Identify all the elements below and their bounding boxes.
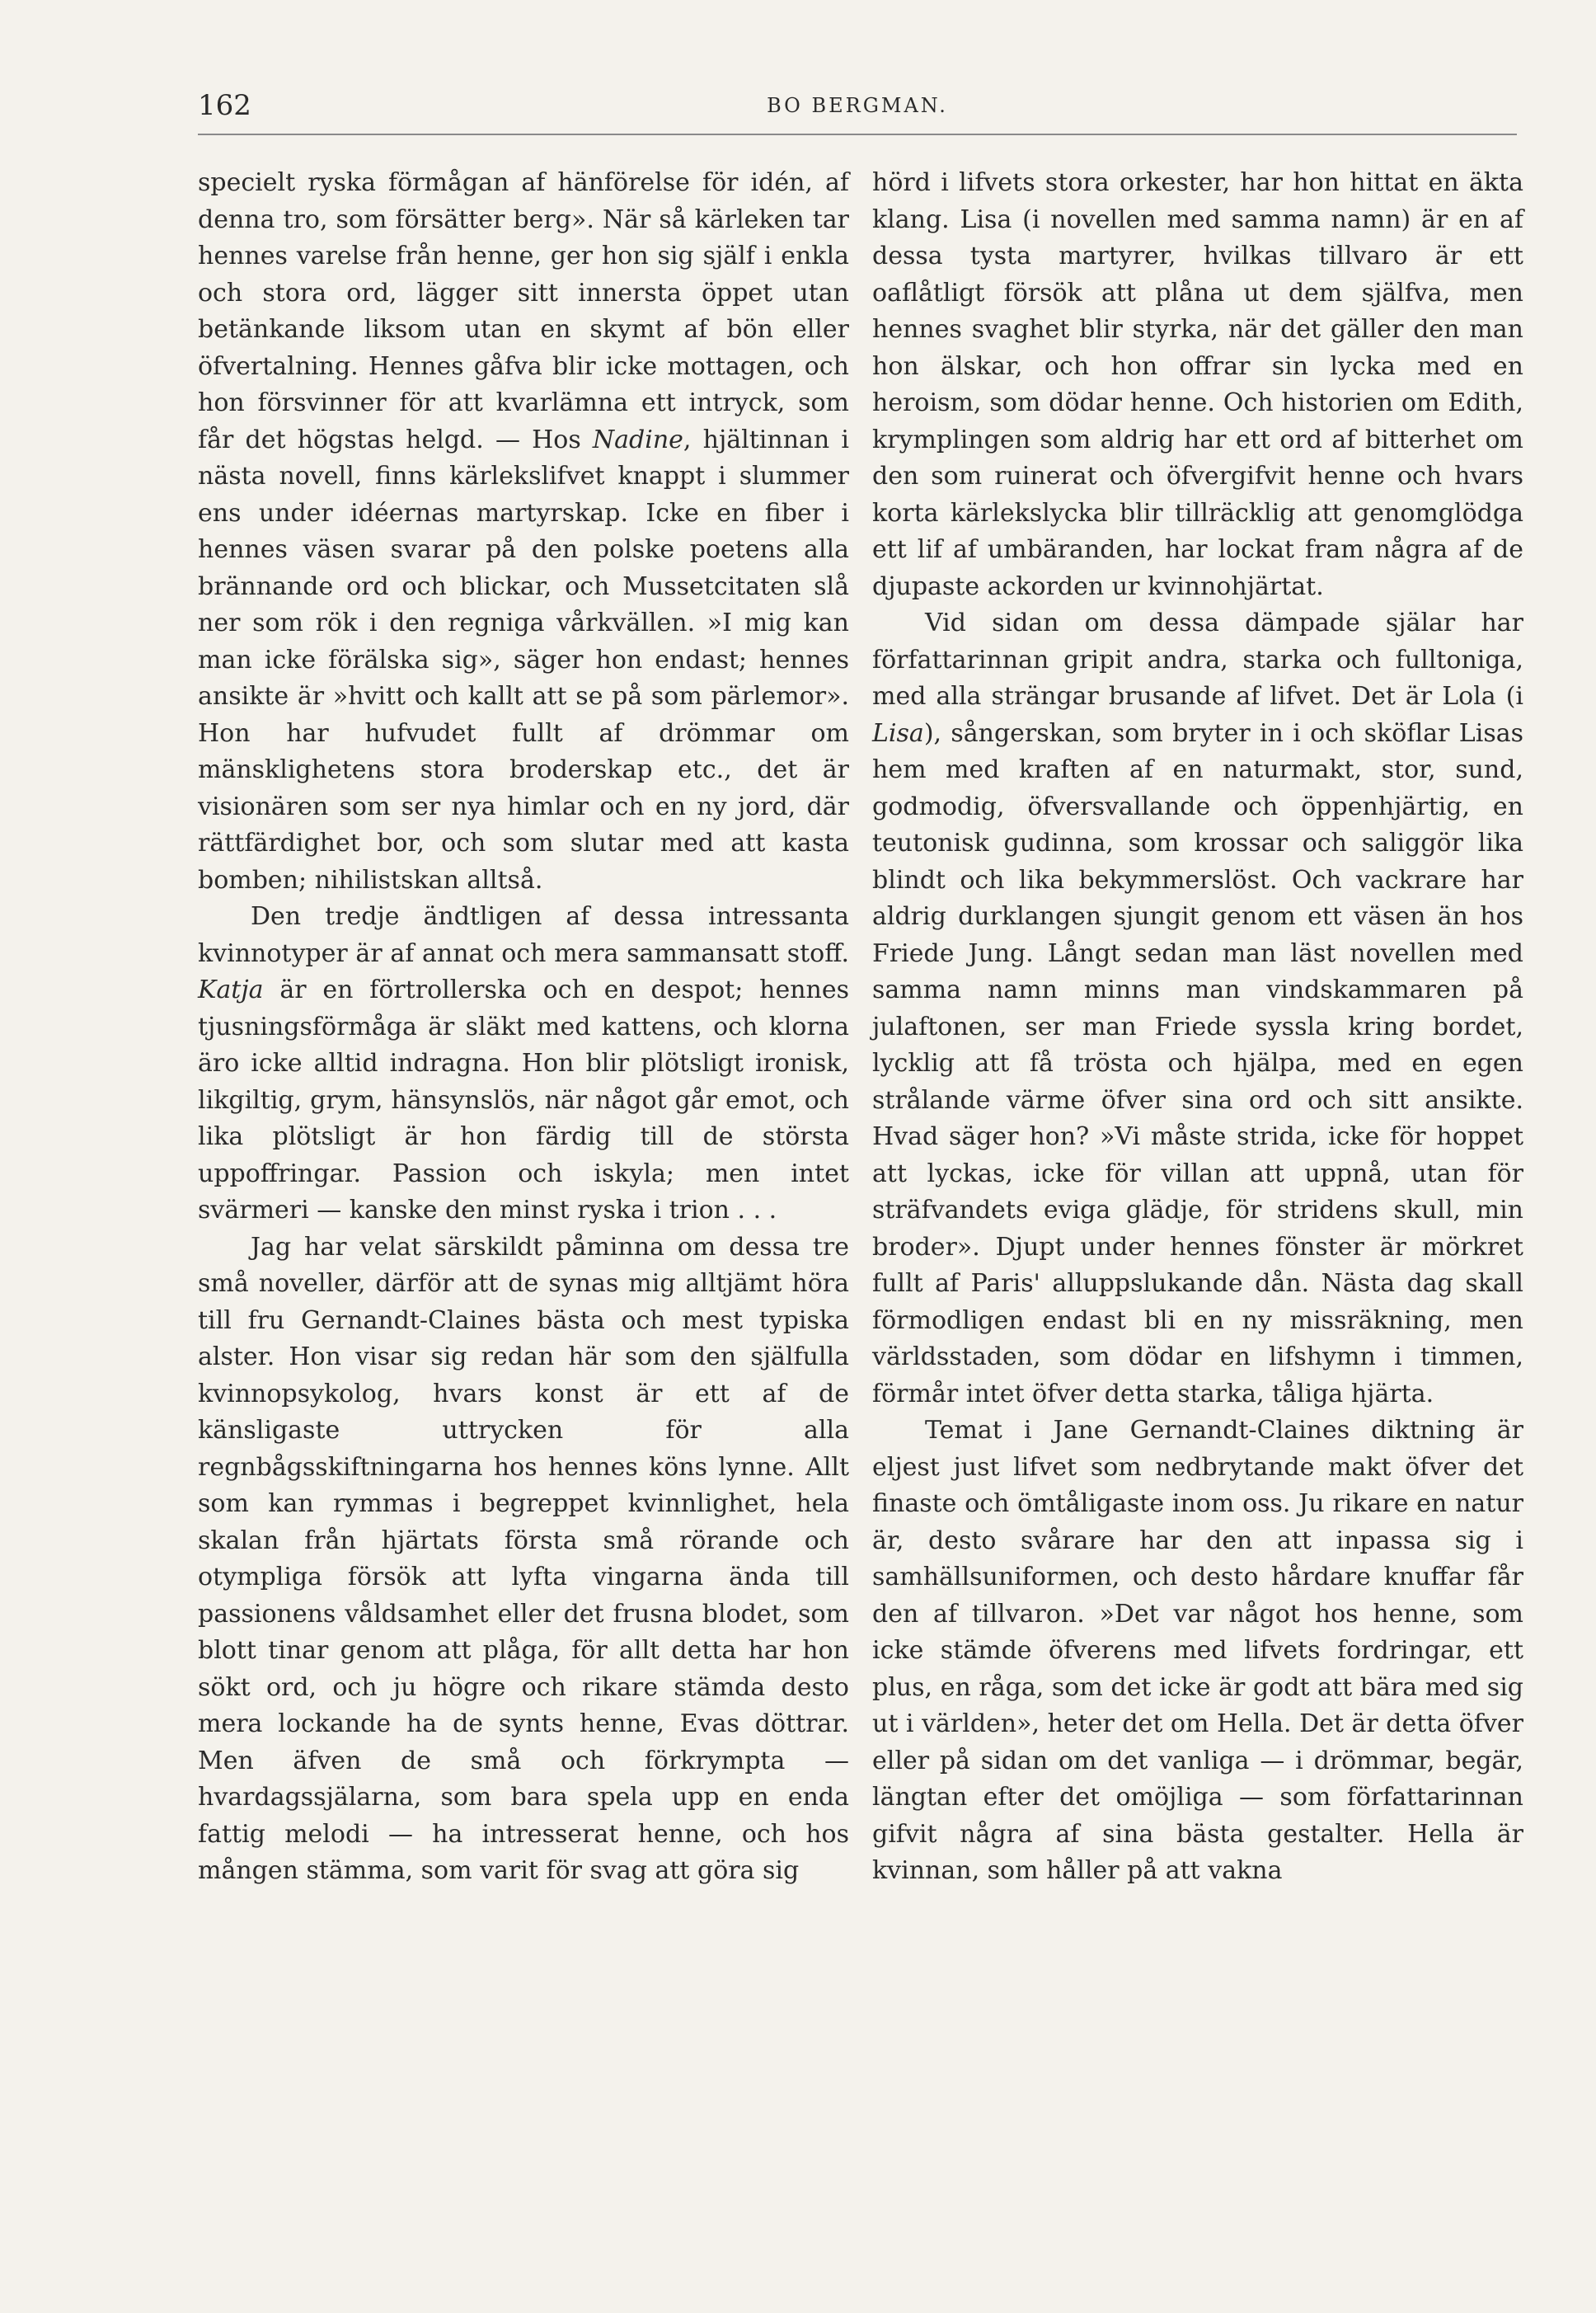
paragraph: Jag har velat särskildt påminna om dessa tre små noveller, därför att de synas mig alltjämt höra till fru Gernandt-Claines bästa och mest typiska alster. Hon visar sig redan här som den själfulla kvinnopsykolog, hvars konst är ett af de känsligaste uttrycken för alla regnbågsskiftningarna hos hennes köns lynne. Allt som kan rymmas i begreppet kvinnlighet, hela skalan från hjärtats första små rörande och otympliga försök att lyfta vingarna ända till passionens våldsamhet eller det frusna blodet, som blott tinar genom att plåga, för allt detta har hon sökt ord, och ju högre och rikare stämda desto mera lockande ha de synts henne, Evas döttrar. Men äfven de små och förkrympta — hvardagssjälarna, som bara spela upp en enda fattig melodi — ha intresserat henne, och hos mången stämma, som varit för svag att göra sig [198,1232,849,1885]
paragraph: Temat i Jane Gernandt-Claines diktning är eljest just lifvet som nedbrytande makt öfver det finaste och ömtåligaste inom oss. Ju rikare en natur är, desto svårare har den att inpassa sig i samhällsuniformen, och desto hårdare knuffar får den af tillvaron. »Det var något hos henne, som icke stämde öfverens med lifvets fordringar, ett plus, en råga, som det icke är godt att bära med sig ut i världen», heter det om Hella. Det är detta öfver eller på sidan om det vanliga — i drömmar, begär, längtan efter det omöjliga — som författarinnan gifvit några af sina bästa gestalter. Hella är kvinnan, som håller på att vakna [872,1416,1523,1885]
running-head: BO BERGMAN. [767,94,948,117]
paragraph: Den tredje ändtligen af dessa intressanta kvinnotyper är af annat och mera sammansatt stoff. Katja är en förtrollerska och en despot; hennes tjusningsförmåga är släkt med kattens, och klorna äro icke alltid indragna. Hon blir plötsligt ironisk, likgiltig, grym, hänsynslös, när något går emot, och lika plötsligt är hon färdig till de största uppoffringar. Passion och iskyla; men intet svärmeri — kanske den minst ryska i trion . . . [198,902,849,1225]
paragraph: Vid sidan om dessa dämpade själar har författarinnan gripit andra, starka och fulltoniga, med alla strängar brusande af lifvet. Det är Lola (i Lisa), sångerskan, som bryter in i och sköflar Lisas hem med kraften af en naturmakt, stor, sund, godmodig, öfversvallande och öppenhjärtig, en teutonisk gudinna, som krossar och saliggör lika blindt och lika bekymmerslöst. Och vackrare har aldrig durklangen sjungit genom ett väsen än hos Friede Jung. Långt sedan man läst novellen med samma namn minns man vindskammaren på julaftonen, ser man Friede syssla kring bordet, lycklig att få trösta och hjälpa, med en egen strålande värme öfver sina ord och sitt ansikte. Hvad säger hon? »Vi måste strida, icke för hoppet att lyckas, icke för villan att uppnå, utan för sträfvandets eviga glädje, för stridens skull, min broder». Djupt under hennes fönster är mörkret fullt af Paris' alluppslukande dån. Nästa dag skall förmodligen endast bli en ny missräkning, men världsstaden, som dödar en lifshymn i timmen, förmår intet öfver detta starka, tåliga hjärta. [872,609,1523,1408]
story-title-lisa: Lisa [872,718,924,748]
page-number: 162 [198,89,251,122]
paragraph: specielt ryska förmågan af hänförelse för idén, af denna tro, som försätter berg». När så kärleken tar hennes varelse från henne, ger hon sig själf i enkla och stora ord, lägger sitt innersta öppet utan betänkande liksom utan en skymt af bön eller öfvertalning. Hennes gåfva blir icke mottagen, och hon försvinner för att kvarlämna ett intryck, som får det högstas helgd. — Hos Nadine, hjältinnan i nästa novell, finns kärlekslifvet knappt i slummer ens under idéernas martyrskap. Icke en fiber i hennes väsen svarar på den polske poetens alla brännande ord och blickar, och Mussetcitaten slå ner som rök i den regniga vårkvällen. »I mig kan man icke förälska sig», säger hon endast; hennes ansikte är »hvitt och kallt att se på som pärlemor». Hon har hufvudet fullt af drömmar om mänsklighetens stora broderskap etc., det är visionären som ser nya himlar och en ny jord, där rättfärdighet bor, och som slutar med att kasta bomben; nihilistskan alltså. [198,168,849,895]
story-title-nadine: Nadine [592,425,683,454]
story-title-katja: Katja [198,976,264,1004]
right-column [872,165,1523,1890]
page-header [198,89,1517,122]
paragraph: hörd i lifvets stora orkester, har hon hittat en äkta klang. Lisa (i novellen med samma namn) är en af dessa tysta martyrer, hvilkas tillvaro är ett oaflåtligt försök att plåna ut dem själfva, men hennes svaghet blir styrka, när det gäller den man hon älskar, och hon offrar sin lycka med en heroism, som dödar henne. Och historien om Edith, krymplingen som aldrig har ett ord af bitterhet om den som ruinerat och öfvergifvit henne och hvars korta kärlekslycka blir tillräcklig att genomglödga ett lif af umbäranden, har lockat fram några af de djupaste ackorden ur kvinnohjärtat. [872,168,1523,601]
header-rule [198,134,1517,135]
left-column [198,165,849,1890]
